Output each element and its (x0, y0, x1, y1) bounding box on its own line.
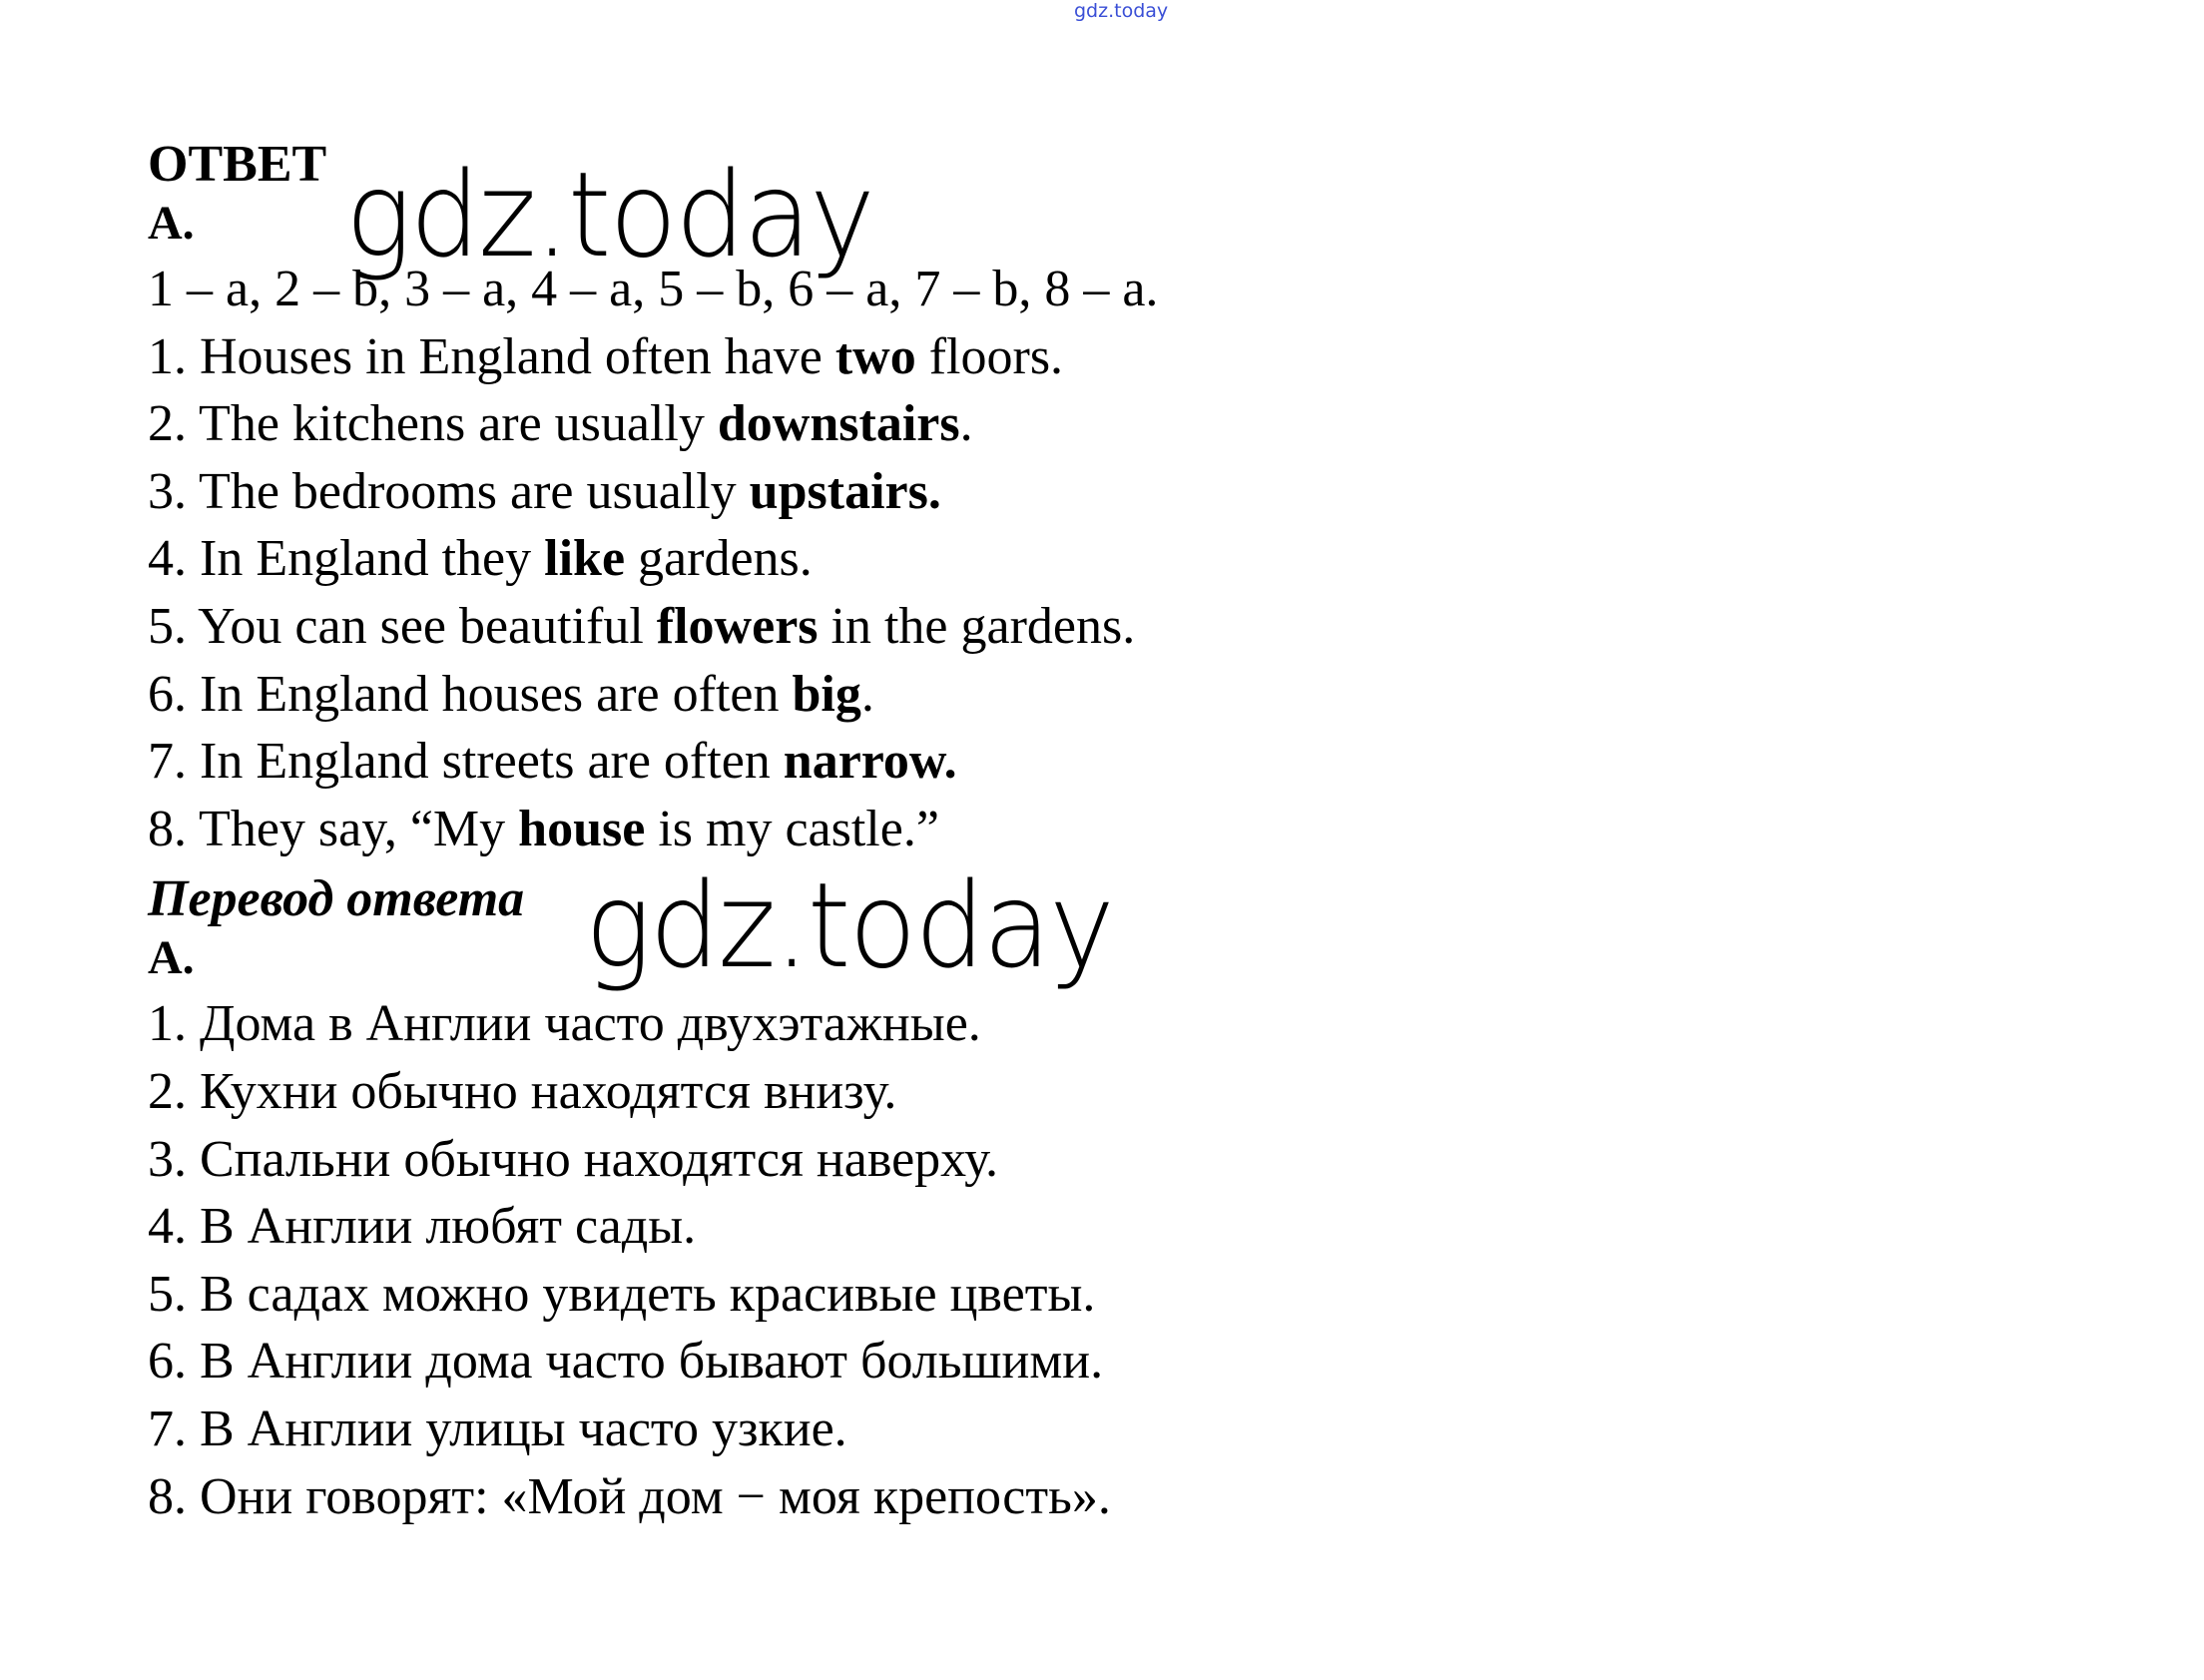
answer-sentence: 7. In England streets are often narrow. (148, 733, 957, 791)
translation-line: 4. В Англии любят сады. (148, 1198, 697, 1256)
answer-sentence: 3. The bedrooms are usually upstairs. (148, 462, 941, 520)
watermark: gdz.today (345, 146, 873, 283)
answer-word: flowers (656, 597, 819, 655)
answer-sentence: 4. In England they like gardens. (148, 530, 813, 588)
answer-word: upstairs. (749, 462, 941, 520)
answer-sentence: 5. You can see beautiful flowers in the gardens. (148, 597, 1136, 655)
answer-sentence: 1. Houses in England often have two floors. (148, 327, 1064, 385)
watermark: gdz.today (585, 856, 1113, 994)
answer-word: house (518, 800, 646, 857)
translation-line: 2. Кухни обычно находятся внизу. (148, 1062, 897, 1120)
answer-heading: ОТВЕТ (148, 136, 327, 193)
answer-word: downstairs (717, 395, 960, 453)
translation-line: 1. Дома в Англии часто двухэтажные. (148, 995, 981, 1053)
top-watermark: gdz.today (1074, 0, 1169, 22)
document-body (148, 138, 1445, 1530)
answer-section-label: A. (148, 197, 195, 250)
translation-line: 8. Они говорят: «Мой дом − моя крепость». (148, 1467, 1111, 1525)
translation-section-label: A. (148, 931, 195, 985)
answer-sentence: 6. In England houses are often big. (148, 665, 874, 723)
translation-line: 6. В Англии дома часто бывают большими. (148, 1333, 1104, 1391)
translation-heading: Перевод ответа (148, 870, 525, 928)
answer-sentence: 8. They say, “My house is my castle.” (148, 800, 939, 857)
answer-word: big (792, 665, 861, 723)
translation-line: 7. В Англии улицы часто узкие. (148, 1400, 847, 1457)
answer-word: two (834, 327, 916, 385)
answer-key: 1 – a, 2 – b, 3 – a, 4 – a, 5 – b, 6 – a, 7 – b, 8 – a. (148, 261, 1159, 317)
answer-sentence: 2. The kitchens are usually downstairs. (148, 395, 973, 453)
answer-word: like (544, 530, 626, 588)
translation-line: 5. В садах можно увидеть красивые цветы. (148, 1265, 1096, 1323)
answer-word: narrow. (783, 733, 957, 791)
translation-line: 3. Спальни обычно находятся наверху. (148, 1130, 998, 1188)
